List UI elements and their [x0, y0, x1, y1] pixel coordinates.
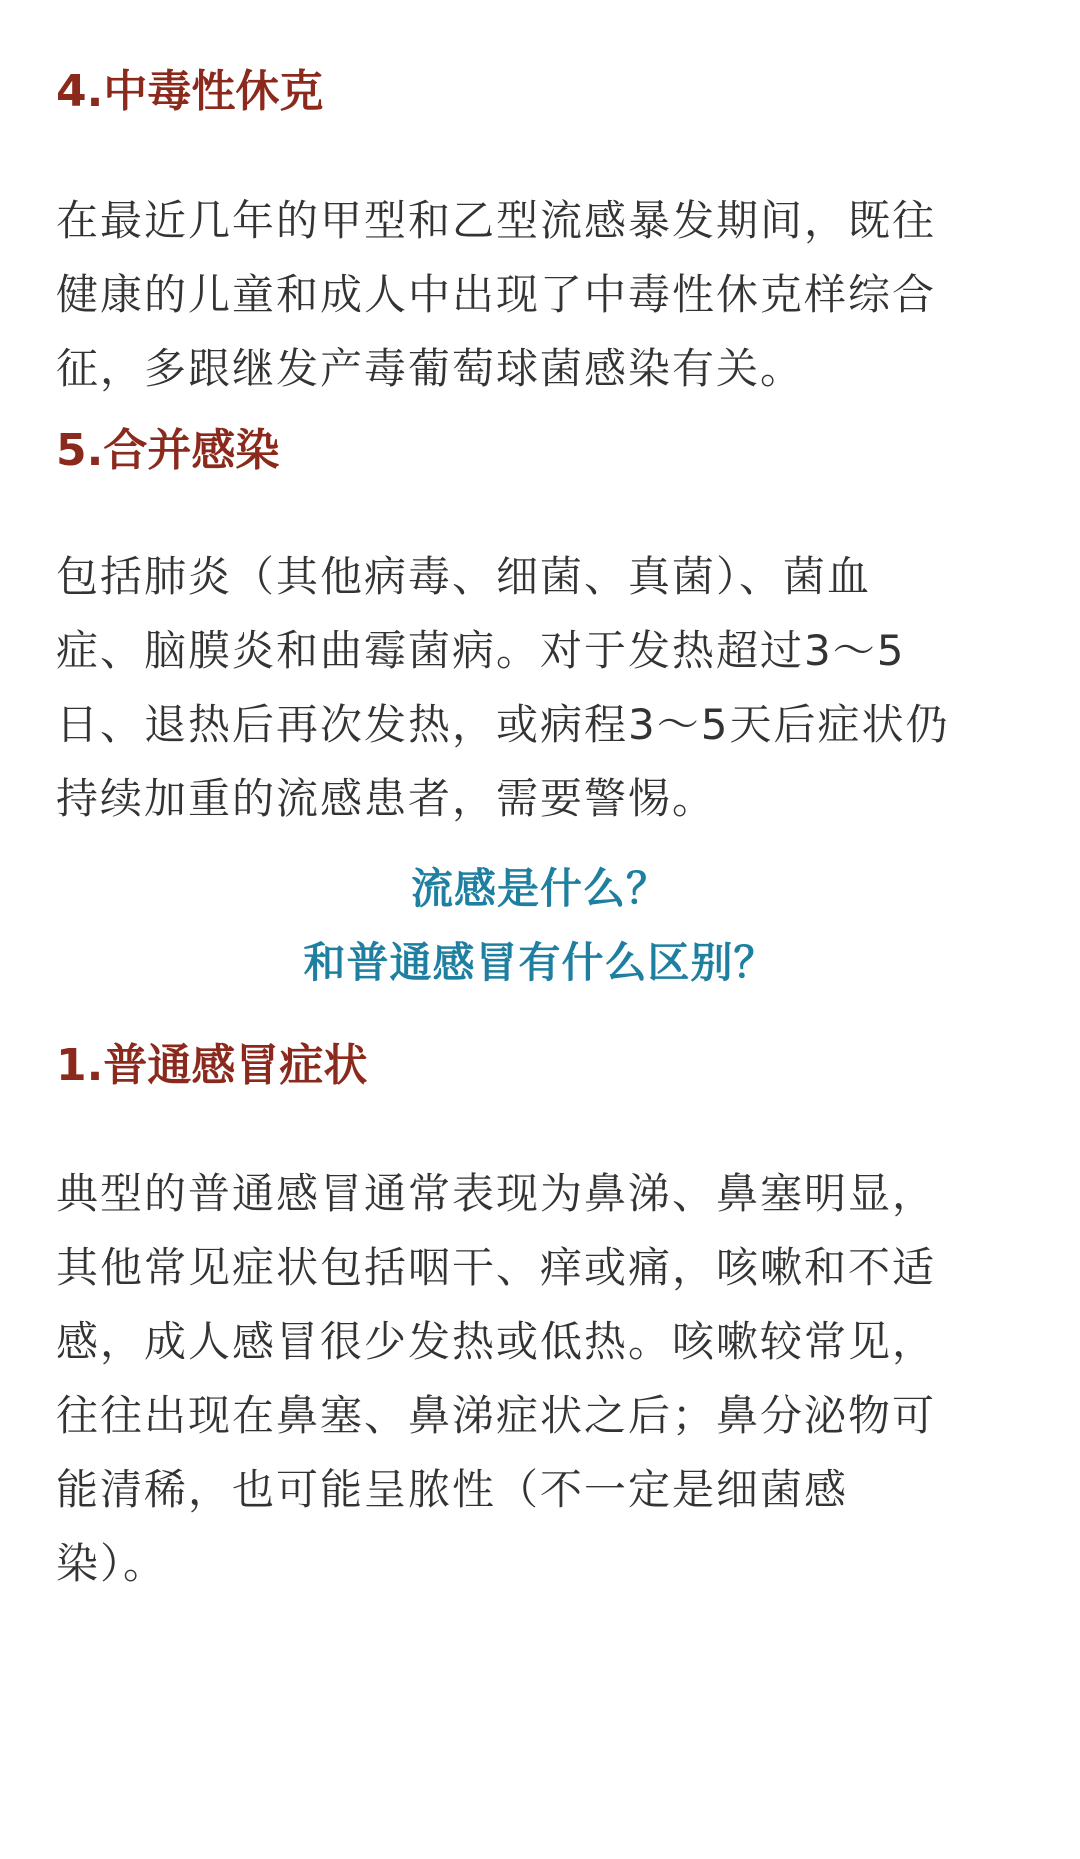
section-heading-common-cold: 1.普通感冒症状	[56, 1040, 368, 1091]
paragraph-line: 在最近几年的甲型和乙型流感暴发期间，既往	[56, 196, 937, 245]
section-heading-coinfection: 5.合并感染	[56, 425, 280, 476]
question-line-2: 和普通感冒有什么区别？	[303, 938, 777, 987]
paragraph-line: 其他常见症状包括咽干、痒或痛，咳嗽和不适	[56, 1243, 937, 1292]
section-heading-toxic-shock: 4.中毒性休克	[56, 66, 324, 117]
paragraph-line: 征，多跟继发产毒葡萄球菌感染有关。	[56, 344, 805, 393]
paragraph-line: 包括肺炎（其他病毒、细菌、真菌）、菌血	[56, 552, 872, 601]
paragraph-line: 日、退热后再次发热，或病程3～5天后症状仍	[56, 700, 950, 749]
paragraph-line: 能清稀，也可能呈脓性（不一定是细菌感	[56, 1465, 849, 1514]
paragraph-line: 感，成人感冒很少发热或低热。咳嗽较常见，	[56, 1317, 937, 1366]
paragraph-line: 症、脑膜炎和曲霉菌病。对于发热超过3～5	[56, 626, 906, 675]
section-paragraph-common-cold	[56, 1157, 1036, 1601]
section-question-title	[0, 852, 1080, 1000]
question-line-1: 流感是什么？	[410, 864, 669, 913]
section-paragraph-coinfection	[56, 540, 1036, 836]
paragraph-line: 染）。	[56, 1539, 168, 1588]
paragraph-line: 典型的普通感冒通常表现为鼻涕、鼻塞明显，	[56, 1169, 937, 1218]
paragraph-line: 健康的儿童和成人中出现了中毒性休克样综合	[56, 270, 937, 319]
section-paragraph-toxic-shock	[56, 184, 1036, 406]
paragraph-line: 持续加重的流感患者，需要警惕。	[56, 774, 717, 823]
paragraph-line: 往往出现在鼻塞、鼻涕症状之后；鼻分泌物可	[56, 1391, 937, 1440]
